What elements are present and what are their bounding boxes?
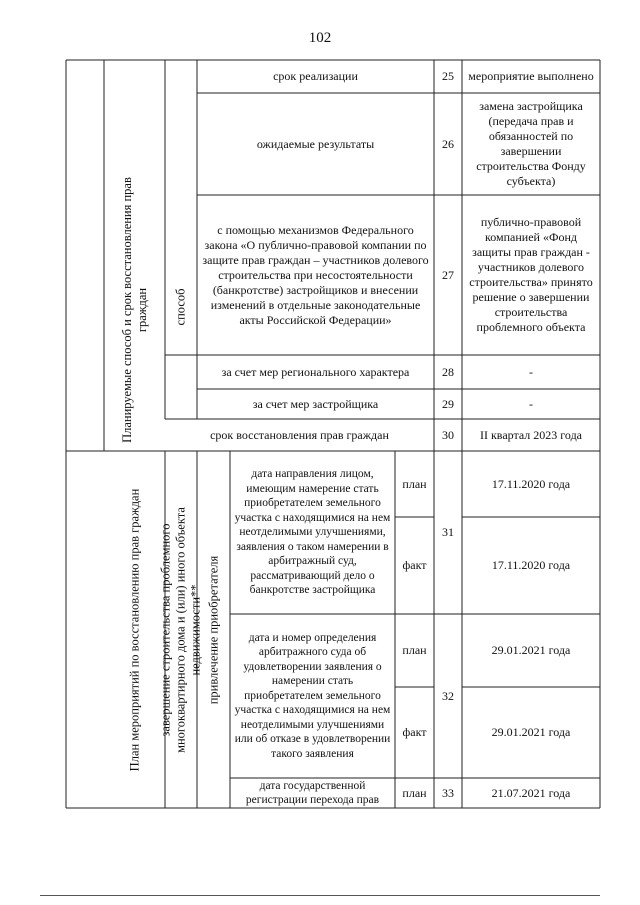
completion-construction-label: завершение строительства проблемного многоквартирного дома и (или) иного объекта недвижимости** (158, 507, 203, 753)
row-29-value: - (529, 396, 533, 411)
method-label: способ (173, 288, 188, 326)
row-33-plan-label: план (402, 785, 427, 800)
row-32-fact-label: факт (402, 725, 427, 739)
row-28-number: 28 (442, 364, 454, 379)
row-32-plan-value: 29.01.2021 года (491, 643, 571, 657)
row-32-fact-value: 29.01.2021 года (491, 725, 571, 739)
row-26-number: 26 (442, 136, 454, 151)
row-32-number: 32 (442, 688, 454, 703)
section-planned-method-label: Планируемые способ и срок восстановления прав граждан (120, 177, 149, 443)
row-28-value: - (529, 364, 533, 379)
row-29-number: 29 (442, 396, 454, 411)
row-25-number: 25 (442, 69, 454, 83)
row-25-value: мероприятие выполнено (468, 69, 594, 83)
row-33-label: дата государственной регистрации перехода прав (245, 780, 380, 806)
row-30-label: срок восстановления прав граждан (210, 427, 389, 442)
row-31-fact-label: факт (402, 558, 427, 572)
row-31-number: 31 (442, 525, 454, 539)
row-32-plan-label: план (402, 643, 427, 657)
row-26-label: ожидаемые результаты (256, 136, 375, 151)
row-33-plan-value: 21.07.2021 года (491, 785, 571, 800)
row-31-fact-value: 17.11.2020 года (491, 558, 571, 572)
section-action-plan-label: План мероприятий по восстановлению прав граждан (127, 488, 142, 772)
row-30-value: II квартал 2023 года (479, 427, 583, 442)
attract-acquirer-label: привлечение приобретателя (206, 555, 221, 705)
row-27-value: публично-правовой компанией «Фонд защиты прав граждан - участников долевого строительства» принято решение о завершении строительства проблемного объекта (469, 215, 593, 334)
row-33-number: 33 (442, 785, 454, 800)
row-30-number: 30 (442, 427, 454, 442)
page-number: 102 (308, 30, 332, 46)
row-32-label: дата и номер определения арбитражного суда об удовлетворении заявления о намерении стать приобретателем земельного участка с находящимися на нем неотделимыми улучшениями или об отказе в удовлетворении такого заявления (234, 631, 391, 760)
row-25-label: срок реализации (273, 69, 358, 83)
row-27-number: 27 (442, 267, 454, 282)
row-31-plan-value: 17.11.2020 года (491, 476, 571, 491)
row-31-label: дата направления лицом, имеющим намерение стать приобретателем земельного участка с находящимися на нем неотделимыми улучшениями, заявления о таком намерении в арбитражный суд, рассматривающий дело о банкротстве застройщика (234, 468, 391, 597)
page-bottom-rule (40, 895, 600, 896)
row-26-value: замена застройщика (передача прав и обязанностей по завершении строительства Фонду субъекта) (476, 99, 586, 188)
row-28-label: за счет мер регионального характера (221, 364, 410, 379)
row-31-plan-label: план (402, 476, 427, 491)
row-29-label: за счет мер застройщика (252, 396, 379, 411)
row-27-label: с помощью механизмов Федерального закона «О публично-правовой компании по защите прав граждан – участников долевого строительства при несостоятельности (банкротстве) застройщиков и внесении изменений в отдельные законодательные акты Российской Федерации» (202, 222, 429, 327)
